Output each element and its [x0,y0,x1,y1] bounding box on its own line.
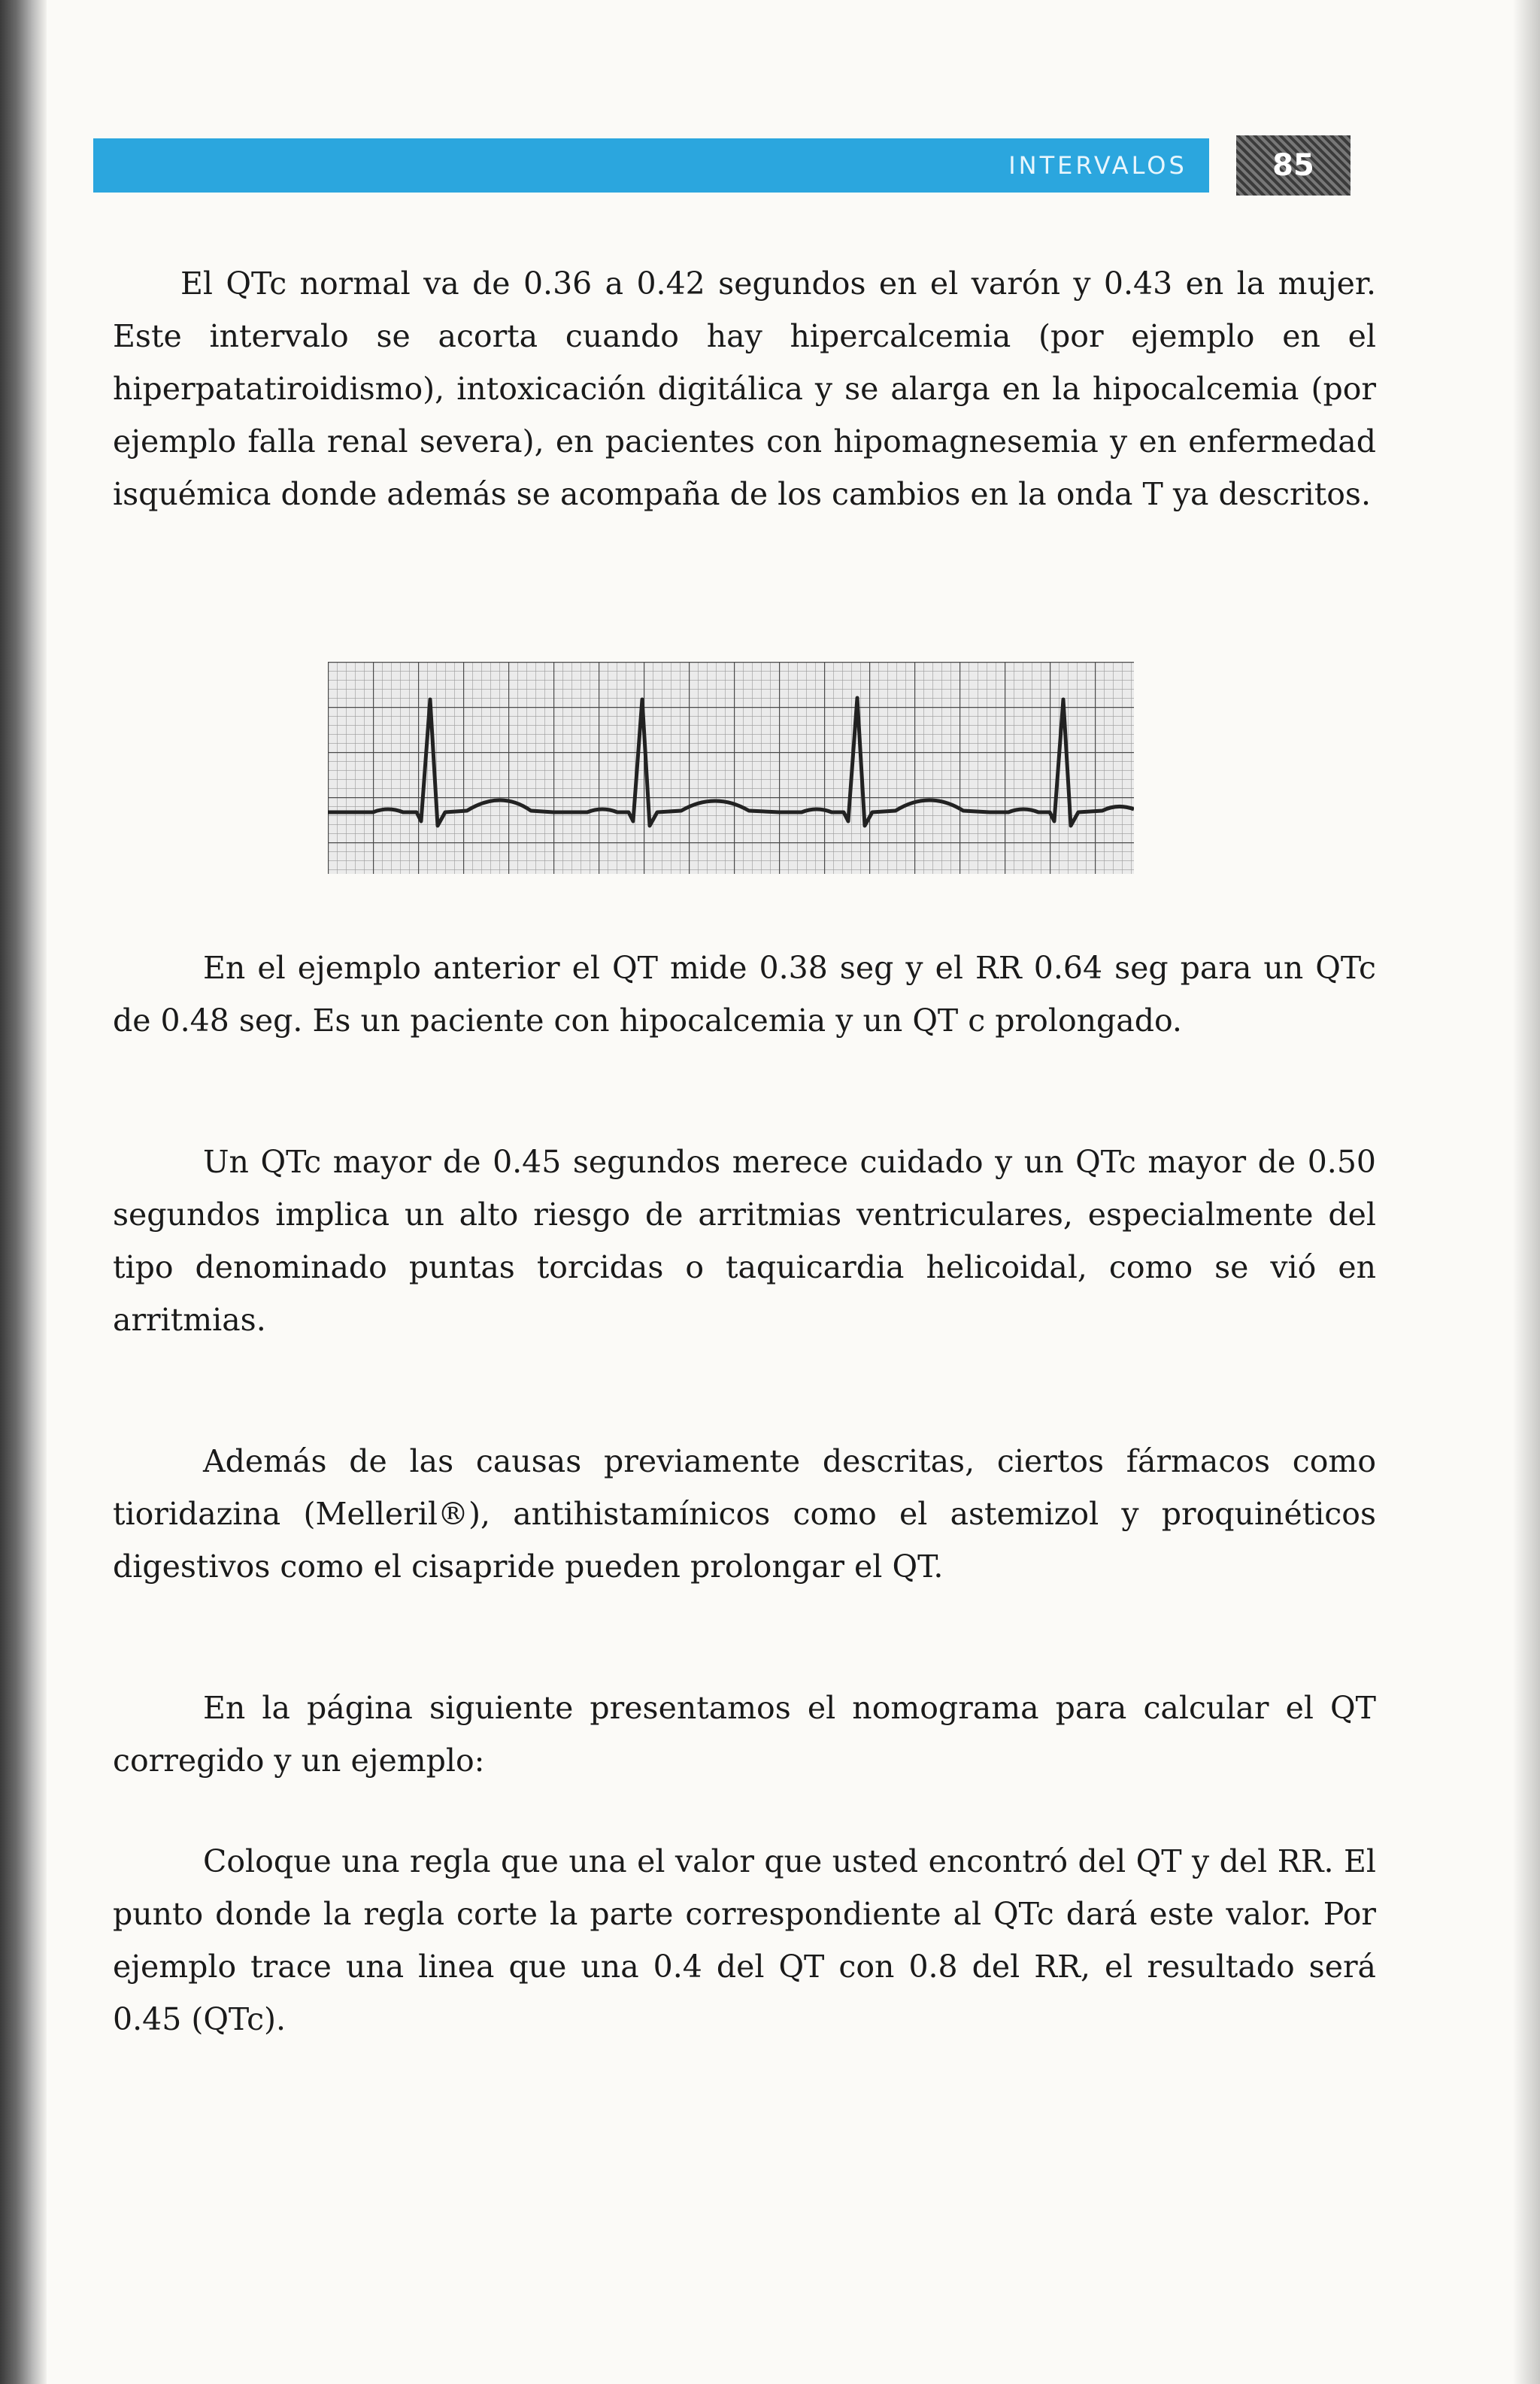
ecg-strip-figure [328,662,1134,874]
paragraph-nomogram-intro: En la página siguiente presentamos el nomograma para calcular el QT corregido y un ejemplo: [113,1690,1376,1779]
paragraph-drugs: Además de las causas previamente descritas, ciertos fármacos como tioridazina (Melleril®), antihistamínicos como el astemizol y proquinéticos digestivos como el cisapride pueden prolongar el QT. [113,1443,1376,1585]
paragraph-qtc-risk: Un QTc mayor de 0.45 segundos merece cuidado y un QTc mayor de 0.50 segundos implica un alto riesgo de arritmias ventriculares, especialmente del tipo denominado puntas torcidas o taquicardia helicoidal, como se vió en arritmias. [113,1144,1376,1338]
page-edge-shadow [1513,0,1540,2384]
paragraph-example-qt: En el ejemplo anterior el QT mide 0.38 seg y el RR 0.64 seg para un QTc de 0.48 seg. Es un paciente con hipocalcemia y un QT c prolongado. [113,950,1376,1039]
ecg-grid [328,662,1134,874]
section-title: INTERVALOS [1008,151,1187,180]
paragraph-qtc-normal: El QTc normal va de 0.36 a 0.42 segundos en el varón y 0.43 en la mujer. Este intervalo se acorta cuando hay hipercalcemia (por ejemplo en el hiperpatatiroidismo), intoxicación digitálica y se alarga en la hipocalcemia (por ejemplo falla renal severa), en pacientes con hipomagnesemia y en enfermedad isquémica donde además se acompaña de los cambios en la onda T ya descritos. [113,265,1376,512]
page-number: 85 [1236,135,1351,196]
paragraph-nomogram-instructions: Coloque una regla que una el valor que usted encontró del QT y del RR. El punto donde la regla corte la parte correspondiente al QTc dará este valor. Por ejemplo trace una linea que una 0.4 del QT con 0.8 del RR, el resultado será 0.45 (QTc). [113,1843,1376,2037]
book-spine-shadow [0,0,47,2384]
